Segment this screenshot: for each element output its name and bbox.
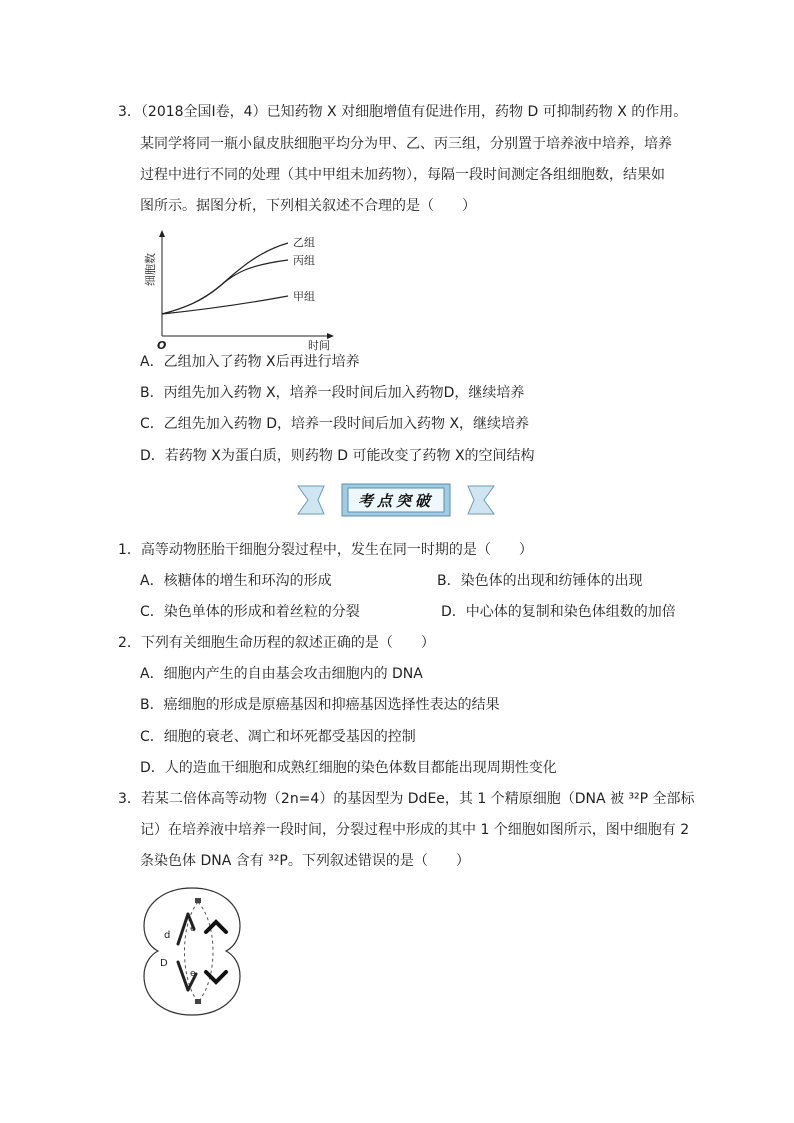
chromosome-lower-black [206, 972, 226, 982]
origin-label: O [157, 339, 167, 351]
q1-option-b: B．染色体的出现和纺锤体的出现 [437, 573, 643, 589]
cell-division-figure [140, 884, 245, 1019]
q1-option-a: A．核糖体的增生和环沟的形成 [140, 573, 332, 589]
q3-option-a: A．乙组加入了药物 X后再进行培养 [140, 354, 360, 370]
cell-growth-chart [140, 226, 340, 351]
q2-option-d: D．人的造血干细胞和成熟红细胞的染色体数目都能出现周期性变化 [140, 760, 557, 776]
q1-stem: 1．高等动物胚胎干细胞分裂过程中，发生在同一时期的是（ ） [118, 542, 533, 558]
q3b-stem-line2: 记）在培养液中培养一段时间，分裂过程中形成的其中 1 个细胞如图所示，图中细胞有 2 [140, 822, 690, 838]
series-line-yi [162, 243, 288, 314]
q3-stem-line1: 3．（2018全国Ⅰ卷，4）已知药物 X 对细胞增值有促进作用，药物 D 可抑制药物 X 的作用。 [118, 104, 688, 120]
cell-membrane [144, 888, 240, 1015]
centriole-bottom [195, 999, 201, 1004]
legend-jia: 甲组 [293, 290, 315, 303]
q3-stem-line2: 某同学将同一瓶小鼠皮肤细胞平均分为甲、乙、丙三组，分别置于培养液中培养，培养 [140, 136, 672, 152]
y-axis-label: 细胞数 [144, 253, 157, 286]
q3-stem-line3: 过程中进行不同的处理（其中甲组未加药物），每隔一段时间测定各组细胞数，结果如 [140, 167, 665, 183]
banner-title: 考点突破 [357, 492, 435, 510]
legend-yi: 乙组 [293, 236, 315, 249]
legend-bing: 丙组 [293, 254, 315, 267]
q2-option-a: A．细胞内产生的自由基会攻击细胞内的 DNA [140, 666, 423, 682]
centriole-top [195, 898, 201, 903]
q3b-stem-line3: 条染色体 DNA 含有 ³²P。下列叙述错误的是（ ） [140, 853, 470, 869]
gene-label-e-upper: e [190, 924, 196, 934]
x-axis-label: 时间 [308, 339, 330, 351]
series-line-jia [162, 296, 288, 314]
gene-label-e-lower: e [190, 969, 196, 979]
section-banner [296, 482, 496, 518]
q3b-stem-line1: 3．若某二倍体高等动物（2n=4）的基因型为 DdEe，其 1 个精原细胞（DNA 被 ³²P 全部标 [118, 791, 695, 807]
gene-label-D: D [160, 958, 168, 969]
gene-label-d: d [164, 930, 171, 941]
q2-stem: 2．下列有关细胞生命历程的叙述正确的是（ ） [118, 635, 435, 651]
spindle-fibers [198, 902, 213, 1002]
q3-option-d: D．若药物 X为蛋白质，则药物 D 可能改变了药物 X的空间结构 [140, 448, 535, 464]
q3-option-b: B．丙组先加入药物 X，培养一段时间后加入药物D，继续培养 [140, 385, 525, 401]
q1-option-d: D．中心体的复制和染色体组数的加倍 [441, 604, 676, 620]
q2-option-c: C．细胞的衰老、凋亡和坏死都受基因的控制 [140, 729, 416, 745]
q3-option-c: C．乙组先加入药物 D，培养一段时间后加入药物 X，继续培养 [140, 416, 530, 432]
y-axis-arrow [159, 230, 165, 237]
q2-option-b: B．癌细胞的形成是原癌基因和抑癌基因选择性表达的结果 [140, 697, 500, 713]
q3-stem-line4: 图所示。据图分析，下列相关叙述不合理的是（ ） [140, 198, 476, 214]
q1-option-c: C．染色单体的形成和着丝粒的分裂 [140, 604, 360, 620]
